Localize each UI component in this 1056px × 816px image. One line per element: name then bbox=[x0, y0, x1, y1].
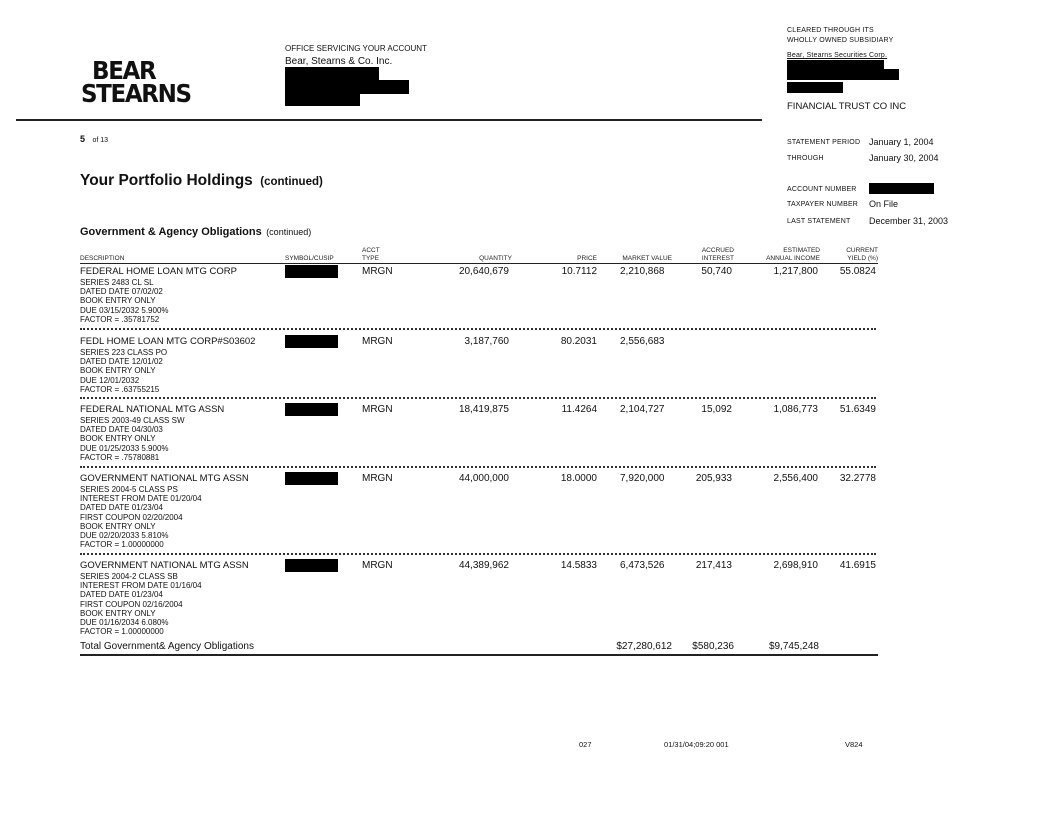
holding-accrued-interest: 217,413 bbox=[695, 560, 732, 571]
logo-line-2: STEARNS bbox=[81, 79, 191, 108]
col-header-market-value: MARKET VALUE bbox=[622, 255, 672, 262]
row-divider bbox=[80, 553, 876, 555]
holding-name: FEDERAL HOME LOAN MTG CORP bbox=[80, 266, 237, 277]
redaction-cusip bbox=[285, 472, 338, 485]
statement-period-value: January 1, 2004 bbox=[869, 137, 934, 147]
holding-acct-type: MRGN bbox=[362, 266, 393, 277]
col-header-current-yield bbox=[828, 247, 878, 263]
holding-quantity: 44,000,000 bbox=[458, 473, 509, 484]
holding-detail-line: SERIES 2004-5 CLASS PS bbox=[80, 485, 178, 494]
section-title bbox=[80, 222, 311, 240]
totals-annual-income: $9,745,248 bbox=[768, 641, 819, 652]
holding-detail-line: BOOK ENTRY ONLY bbox=[80, 366, 156, 376]
holding-detail-line: BOOK ENTRY ONLY bbox=[80, 521, 156, 531]
redaction-cusip bbox=[285, 335, 338, 348]
holding-current-yield: 51.6349 bbox=[839, 404, 876, 415]
holding-detail-line: DATED DATE 12/01/02 bbox=[80, 357, 163, 367]
holding-detail-line: DATED DATE 01/23/04 bbox=[80, 590, 163, 600]
holding-price: 18.0000 bbox=[560, 473, 597, 484]
col-header-accrued-line2: INTEREST bbox=[701, 255, 734, 262]
holding-market-value: 6,473,526 bbox=[620, 560, 665, 571]
holding-price: 14.5833 bbox=[560, 560, 597, 571]
holding-market-value: 7,920,000 bbox=[620, 473, 665, 484]
redaction-cusip bbox=[285, 559, 338, 572]
totals-accrued-interest: $580,236 bbox=[692, 641, 734, 652]
taxpayer-value: On File bbox=[869, 199, 899, 209]
page-indicator bbox=[80, 129, 108, 147]
holding-detail-line: FACTOR = .35781752 bbox=[80, 314, 160, 324]
holding-detail-line: INTEREST FROM DATE 01/20/04 bbox=[80, 494, 202, 504]
col-header-accrued-line1: ACCRUED bbox=[701, 247, 734, 254]
holding-name: FEDERAL NATIONAL MTG ASSN bbox=[80, 404, 225, 415]
col-header-accrued-interest bbox=[680, 247, 734, 263]
holding-accrued-interest: 15,092 bbox=[701, 404, 732, 415]
account-number-label: ACCOUNT NUMBER bbox=[787, 186, 857, 193]
col-header-acct-line1: ACCT bbox=[362, 247, 380, 254]
clearing-firm: Bear, Stearns Securities Corp. bbox=[787, 52, 888, 59]
redaction-cusip bbox=[285, 265, 338, 278]
totals-rule bbox=[80, 654, 878, 656]
holding-acct-type: MRGN bbox=[362, 473, 393, 484]
holding-quantity: 3,187,760 bbox=[464, 336, 509, 347]
holding-detail-line: FACTOR = 1.00000000 bbox=[80, 540, 164, 550]
holding-detail-line: BOOK ENTRY ONLY bbox=[80, 296, 156, 306]
header-rule bbox=[16, 119, 762, 121]
page-title-main: Your Portfolio Holdings bbox=[80, 172, 253, 189]
holding-market-value: 2,556,683 bbox=[620, 336, 665, 347]
holding-current-yield: 41.6915 bbox=[839, 560, 876, 571]
holding-acct-type: MRGN bbox=[362, 404, 393, 415]
logo-line-1: BEAR bbox=[92, 56, 156, 85]
footer-code: 027 bbox=[579, 740, 592, 749]
clearing-line-2: WHOLLY OWNED SUBSIDIARY bbox=[787, 37, 894, 44]
holding-detail-line: DUE 02/20/2033 5.810% bbox=[80, 531, 169, 540]
holding-detail-line: SERIES 223 CLASS PO bbox=[80, 348, 168, 357]
through-value: January 30, 2004 bbox=[869, 153, 939, 163]
col-header-est-line2: ANNUAL INCOME bbox=[766, 255, 820, 262]
section-title-main: Government & Agency Obligations bbox=[80, 226, 262, 238]
office-name: Bear, Stearns & Co. Inc. bbox=[285, 56, 393, 67]
redaction-office-address-3 bbox=[285, 93, 360, 106]
holding-detail-line: DATED DATE 04/30/03 bbox=[80, 425, 163, 435]
holding-detail-line: FACTOR = .63755215 bbox=[80, 384, 160, 394]
holding-quantity: 18,419,875 bbox=[458, 404, 509, 415]
holding-detail-line: SERIES 2483 CL SL bbox=[80, 278, 154, 287]
holding-detail-line: SERIES 2003-49 CLASS SW bbox=[80, 416, 185, 425]
page-number: 5 bbox=[80, 134, 86, 144]
redaction-office-address-1 bbox=[285, 67, 379, 80]
holding-name: FEDL HOME LOAN MTG CORP#S03602 bbox=[80, 336, 256, 347]
holding-detail-line: FIRST COUPON 02/16/2004 bbox=[80, 599, 183, 609]
holding-detail-line: BOOK ENTRY ONLY bbox=[80, 608, 156, 618]
holding-detail-line: DUE 01/16/2034 6.080% bbox=[80, 618, 169, 627]
holding-quantity: 44,389,962 bbox=[458, 560, 509, 571]
page-of-label: of 13 bbox=[92, 137, 109, 144]
col-header-annual-income bbox=[750, 247, 820, 263]
holding-detail-line: DUE 01/25/2033 5.900% bbox=[80, 443, 169, 453]
holding-detail-line: SERIES 2004-2 CLASS SB bbox=[80, 572, 178, 581]
row-divider bbox=[80, 328, 876, 330]
col-header-yield-line1: CURRENT bbox=[846, 247, 878, 254]
footer-timestamp: 01/31/04;09:20 001 bbox=[664, 740, 729, 749]
last-statement-label: LAST STATEMENT bbox=[787, 218, 851, 225]
bear-stearns-logo bbox=[81, 56, 191, 108]
holding-acct-type: MRGN bbox=[362, 336, 393, 347]
holding-market-value: 2,210,868 bbox=[620, 266, 665, 277]
clearing-note bbox=[787, 26, 894, 46]
footer-version: V824 bbox=[845, 740, 863, 749]
holding-annual-income: 1,217,800 bbox=[773, 266, 818, 277]
holding-price: 11.4264 bbox=[561, 404, 597, 415]
holding-detail-line: BOOK ENTRY ONLY bbox=[80, 434, 156, 444]
holding-detail-line: DUE 03/15/2032 5.900% bbox=[80, 305, 169, 315]
client-name: FINANCIAL TRUST CO INC bbox=[787, 101, 907, 112]
col-header-yield-line2: YIELD (%) bbox=[847, 255, 878, 262]
redaction-office-address-2 bbox=[285, 80, 409, 94]
redaction-account-number bbox=[869, 183, 934, 194]
holding-detail-line: FACTOR = .75780881 bbox=[80, 452, 160, 462]
holding-name: GOVERNMENT NATIONAL MTG ASSN bbox=[80, 560, 249, 571]
holding-detail-line: DATED DATE 07/02/02 bbox=[80, 287, 163, 297]
col-header-price: PRICE bbox=[577, 255, 597, 262]
col-header-description: DESCRIPTION bbox=[80, 255, 125, 262]
holding-market-value: 2,104,727 bbox=[620, 404, 665, 415]
section-title-continued: (continued) bbox=[266, 227, 312, 237]
row-divider bbox=[80, 466, 876, 468]
totals-market-value: $27,280,612 bbox=[616, 641, 672, 652]
redaction-client-address-3 bbox=[787, 82, 843, 93]
col-header-acct-type bbox=[362, 247, 380, 263]
col-header-acct-line2: TYPE bbox=[362, 255, 379, 262]
through-label: THROUGH bbox=[787, 155, 824, 162]
col-header-est-line1: ESTIMATED bbox=[783, 247, 820, 254]
holding-acct-type: MRGN bbox=[362, 560, 393, 571]
page-title-continued: (continued) bbox=[260, 176, 323, 188]
clearing-line-1: CLEARED THROUGH ITS bbox=[787, 27, 874, 34]
holding-name: GOVERNMENT NATIONAL MTG ASSN bbox=[80, 473, 249, 484]
col-header-symbol: SYMBOL/CUSIP bbox=[285, 255, 334, 262]
statement-period-label: STATEMENT PERIOD bbox=[787, 139, 861, 146]
redaction-client-address-2 bbox=[787, 69, 899, 80]
holding-annual-income: 2,556,400 bbox=[773, 473, 818, 484]
row-divider bbox=[80, 397, 876, 399]
holding-price: 80.2031 bbox=[560, 336, 597, 347]
holding-price: 10.7112 bbox=[561, 266, 597, 277]
taxpayer-label: TAXPAYER NUMBER bbox=[787, 201, 859, 208]
holding-accrued-interest: 50,740 bbox=[701, 266, 732, 277]
page-title bbox=[80, 172, 323, 190]
holding-current-yield: 55.0824 bbox=[839, 266, 876, 277]
holding-detail-line: FIRST COUPON 02/20/2004 bbox=[80, 512, 183, 522]
holding-current-yield: 32.2778 bbox=[839, 473, 876, 484]
holding-detail-line: DUE 12/01/2032 bbox=[80, 375, 140, 385]
holding-annual-income: 2,698,910 bbox=[773, 560, 818, 571]
office-label: OFFICE SERVICING YOUR ACCOUNT bbox=[285, 44, 427, 53]
holding-detail-line: INTEREST FROM DATE 01/16/04 bbox=[80, 581, 202, 591]
totals-label: Total Government& Agency Obligations bbox=[80, 641, 254, 652]
holding-detail-line: DATED DATE 01/23/04 bbox=[80, 503, 163, 513]
redaction-cusip bbox=[285, 403, 338, 416]
last-statement-value: December 31, 2003 bbox=[869, 216, 949, 226]
holding-quantity: 20,640,679 bbox=[458, 266, 509, 277]
column-header-rule bbox=[80, 263, 878, 264]
holding-detail-line: FACTOR = 1.00000000 bbox=[80, 627, 164, 637]
holding-annual-income: 1,086,773 bbox=[773, 404, 818, 415]
col-header-quantity: QUANTITY bbox=[479, 255, 512, 262]
holding-accrued-interest: 205,933 bbox=[695, 473, 732, 484]
